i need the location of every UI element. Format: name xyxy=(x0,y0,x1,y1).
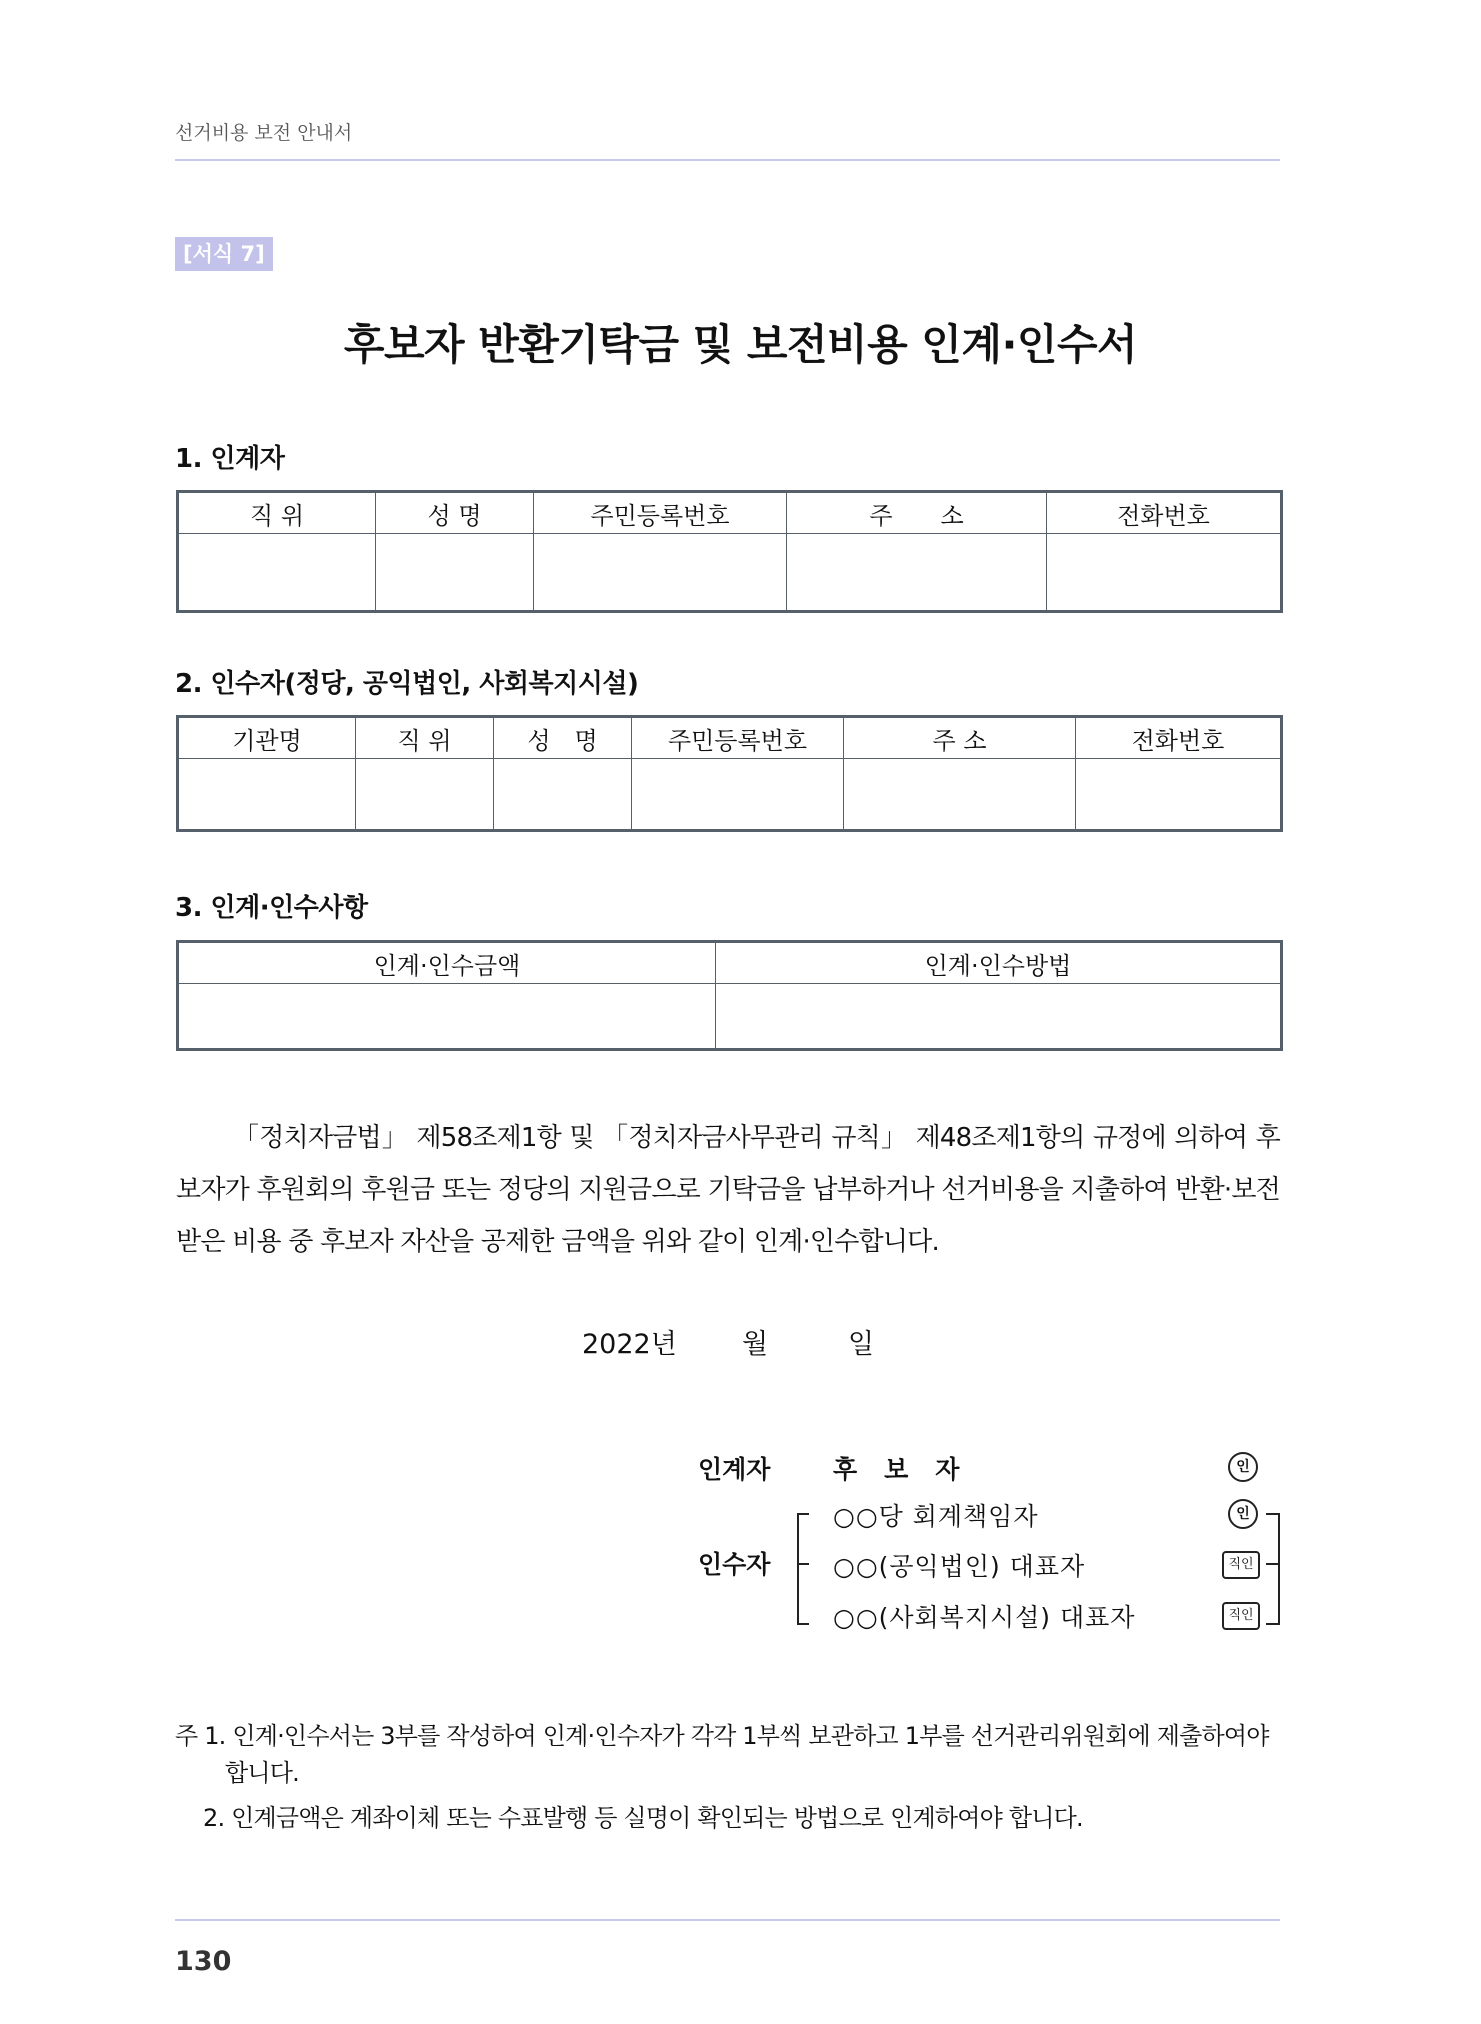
date-year: 2022년 xyxy=(582,1329,677,1360)
column-header: 주 소 xyxy=(787,492,1047,534)
note-1-continued: 합니다. xyxy=(225,1759,299,1787)
giver-label: 인계자 xyxy=(698,1455,771,1484)
column-header: 직 위 xyxy=(356,717,494,759)
bracket-right-mid xyxy=(1266,1563,1278,1565)
section-heading-handover: 1. 인계자 xyxy=(175,444,285,474)
header-title: 선거비용 보전 안내서 xyxy=(175,122,353,144)
seal-icon: 인 xyxy=(1228,1499,1258,1529)
handover-table xyxy=(176,490,1283,613)
bracket-right-top xyxy=(1266,1513,1278,1515)
page-title: 후보자 반환기탁금 및 보전비용 인계·인수서 xyxy=(343,320,1138,369)
bracket-right xyxy=(1278,1513,1280,1625)
date-month: 월 xyxy=(742,1329,769,1360)
resident-number-field[interactable] xyxy=(534,534,787,612)
column-header: 성 명 xyxy=(376,492,534,534)
bracket-left-bottom xyxy=(797,1623,809,1625)
receiver-public-corp: ○○(공익법인) 대표자 xyxy=(833,1552,1086,1581)
statement-text: 「정치자금법」 제58조제1항 및 「정치자금사무관리 규칙」 제48조제1항의 규정에 의하여 후보자가 후원회의 후원금 또는 정당의 지원금으로 기탁금을 납부하거나 선거비용을 지출하여 반환·보전받은 비용 중 후보자 자산을 공제한 금액을 위와 같이 인계·인수합니다. xyxy=(176,1123,1280,1257)
method-field[interactable] xyxy=(716,984,1282,1050)
position-field[interactable] xyxy=(356,759,494,831)
address-field[interactable] xyxy=(844,759,1076,831)
column-header: 주민등록번호 xyxy=(632,717,844,759)
amount-field[interactable] xyxy=(178,984,716,1050)
column-header: 전화번호 xyxy=(1047,492,1282,534)
header-divider xyxy=(175,159,1280,161)
name-field[interactable] xyxy=(494,759,632,831)
section-heading-details: 3. 인계·인수사항 xyxy=(175,893,368,923)
address-field[interactable] xyxy=(787,534,1047,612)
receiver-label: 인수자 xyxy=(698,1550,771,1579)
position-field[interactable] xyxy=(178,534,376,612)
phone-field[interactable] xyxy=(1076,759,1282,831)
footer-divider xyxy=(175,1919,1280,1921)
column-header: 직 위 xyxy=(178,492,376,534)
column-header: 주민등록번호 xyxy=(534,492,787,534)
date-day: 일 xyxy=(848,1329,875,1360)
note-1: 주 1. 인계·인수서는 3부를 작성하여 인계·인수자가 각각 1부씩 보관하고 1부를 선거관리위원회에 제출하여야 xyxy=(175,1722,1269,1750)
notes xyxy=(175,1718,1285,1837)
column-header: 기관명 xyxy=(178,717,356,759)
details-table xyxy=(176,940,1283,1051)
column-header: 주 소 xyxy=(844,717,1076,759)
official-seal-icon: 직인 xyxy=(1222,1602,1260,1630)
receiver-party: ○○당 회계책임자 xyxy=(833,1502,1039,1531)
organization-field[interactable] xyxy=(178,759,356,831)
form-badge: [서식 7] xyxy=(175,237,273,271)
bracket-left-top xyxy=(797,1513,809,1515)
statement-paragraph xyxy=(176,1112,1280,1268)
bracket-right-bottom xyxy=(1266,1623,1278,1625)
column-header: 인계·인수방법 xyxy=(716,942,1282,984)
seal-icon: 인 xyxy=(1228,1452,1258,1482)
note-2: 2. 인계금액은 계좌이체 또는 수표발행 등 실명이 확인되는 방법으로 인계하여야 합니다. xyxy=(203,1804,1083,1832)
column-header: 성 명 xyxy=(494,717,632,759)
page-number: 130 xyxy=(175,1946,232,1977)
bracket-left-mid xyxy=(797,1563,809,1565)
name-field[interactable] xyxy=(376,534,534,612)
resident-number-field[interactable] xyxy=(632,759,844,831)
bracket-left xyxy=(797,1513,799,1625)
column-header: 인계·인수금액 xyxy=(178,942,716,984)
section-heading-receiver: 2. 인수자(정당, 공익법인, 사회복지시설) xyxy=(175,669,639,699)
giver-name: 후 보 자 xyxy=(833,1455,961,1484)
official-seal-icon: 직인 xyxy=(1222,1551,1260,1579)
column-header: 전화번호 xyxy=(1076,717,1282,759)
receiver-table xyxy=(176,715,1283,832)
receiver-welfare: ○○(사회복지시설) 대표자 xyxy=(833,1603,1136,1632)
phone-field[interactable] xyxy=(1047,534,1282,612)
